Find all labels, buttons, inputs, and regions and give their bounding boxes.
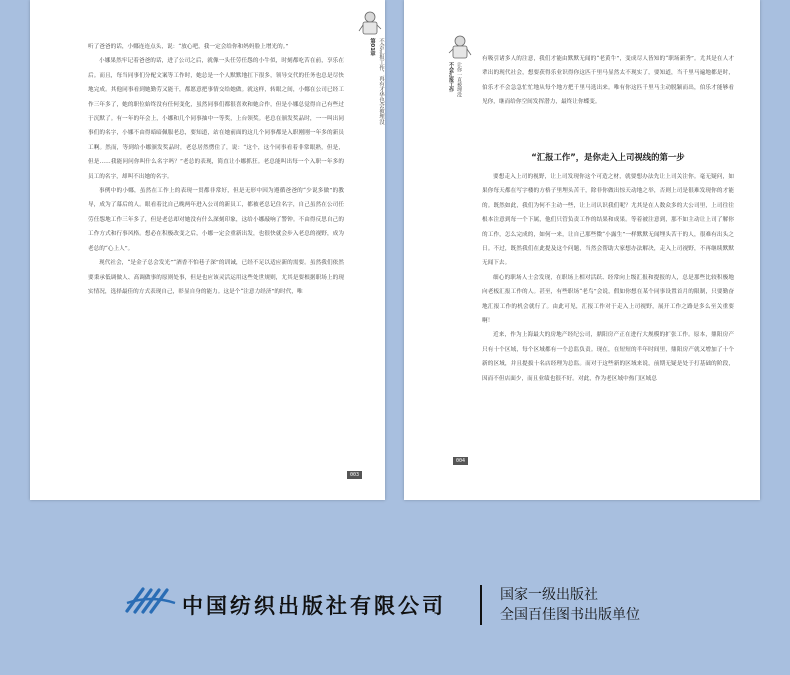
chapter-title: 让你一直被埋没 — [456, 62, 462, 97]
right-page-intro — [482, 52, 734, 134]
left-page — [30, 0, 385, 500]
paragraph: 小娜果然牢记着爸爸的话，进了公司之后，就像一头任劳任怨的小牛似，时刻都吃苦在前，享乐在后。而且，每当同事们分配文案等工作时，她总是一个人默默地扛下很多，领导交代的任务也总是尽快地完成。其他同事看到她勤劳又能干，都愿意把事情交给她做。就这样，转眼之间，小娜在公司已经工作三年多了，她的职位始终没有任何变化，虽然同事们都很喜欢和她合作，但是小娜总觉得自己有些过于沉默了。有一年的年会上，小娜和几个同事抽中一等奖，上台领奖。老总在颁发奖品时，一一叫出同事们的名字，小娜不由得暗暗佩服老总，要知道，站在她前面的这几个同事都是入职刚刚一年多的新员工啊。然而，等到给小娜颁发奖品时，老总居然愣住了，说：“这个，这个同事看着非常眼熟，但是，但是……我能问问你叫什么名字吗？”老总的表现，简直让小娜抓狂。老总能叫出每一个入职一年多的员工的名字，却叫不出她的名字。 — [88, 58, 344, 180]
publisher-tagline: 国家一级出版社 — [500, 587, 598, 603]
paragraph: 听了爸爸的话，小娜连连点头，说：“放心吧，我一定会给你和妈妈脸上增光的。” — [88, 44, 289, 50]
chapter-title: 不会汇报工作，再有才华也会被埋没 — [378, 38, 384, 125]
paragraph: 事例中的小娜，虽然在工作上的表现一贯都非常好，但是无形中因为遵循爸爸的“少说多做”的教导，成为了幕后的人。眼看着比自己晚两年进入公司的新员工，都被老总记住名字，自己虽然在公司任劳任怨地工作三年多了，但是老总却对她没有什么深刻印象，这给小娜敲响了警钟。不由得反思自己的工作方式和行事风格。想必在积极改变之后，小娜一定会重新出发，也很快就会步入老总的视野，成为老总的“心上人”。 — [88, 188, 344, 252]
paragraph: 近来，作为上海最大的房地产经纪公司，鼎阳房产正在进行大规模的扩张工作。原本，鼎阳房产只有十个区域，每个区域都有一个总监负责。现在，在短短的半年时间里，鼎阳房产就又增加了十个新的区域，并且提拔十名店经理为总监。而对于这些新的区域来说，前期无疑是处于打基础的阶段，因而不但店面少，而且业绩也很不好。对此，作为老区域中热门区域总 — [482, 332, 734, 382]
figure-ornament-icon — [448, 34, 472, 60]
publisher-logo-icon — [125, 585, 177, 615]
footer-divider — [480, 585, 482, 625]
publisher-name: 中国纺织出版社有限公司 — [182, 593, 446, 618]
right-page-body — [482, 170, 734, 460]
chapter-label: 第01章 — [369, 38, 375, 57]
publisher-footer — [0, 540, 790, 675]
page-number: 003 — [347, 471, 362, 479]
left-page-body — [88, 40, 344, 470]
paragraph: 要想走入上司的视野，让上司发现你这个可造之材，就要想办法先让上司关注你。毫无疑问，如果你每天都在写字楼的方格子里埋头苦干，除非你做出惊天动地之举，否则上司是很难发现你的才能的。既然如此，我们为何不主动一些，让上司认识我们呢？尤其是在人数众多的大公司里，上司往往根本注意到每一个下属，他们只管负责工作的结果和成果。等着被注意到，那不如主动让上司了解你的工作，怎么完成的，如何一来，让自己那些微“小露生”一样默默无闻埋头苦干的人，很难有出头之日。不过，既然我们在此提及这个问题，当然会帮助大家想办法解决，走入上司视野，不再继续默默无闻下去。 — [482, 174, 734, 267]
chapter-label: 不会汇报工作 — [448, 62, 454, 92]
figure-ornament-icon — [358, 10, 382, 36]
paragraph: 现代社会，“是金子总会发光”“酒香不怕巷子深”的训诫，已经不足以适应新的需要。虽然我们依然要秉承低调做人、高调做事的原则处事，但是也应该灵活运用这些处世规则，尤其是要根据职场上的现实情况，选择最佳的方式表现自己，彰显自身的能力。这是个“注意力经济”的时代，唯 — [88, 260, 344, 295]
paragraph: 有吸引诸多人的注意，我们才能由默默无闻的“老黄牛”，变成尽人皆知的“职场新秀”。尤其是在人才辈出的现代社会，想要获得乐业识得你这匹千里马显然太不现实了，要知道，当千里马遍地都是时，伯乐才不会急急忙忙地从每个地方把千里马选出来。唯有你这匹千里马主动脱颖而出，伯乐才能够看见你，继而给你空间发挥潜力，最终让你蝶变。 — [482, 56, 734, 106]
section-heading: “汇报工作”，是你走入上司视线的第一步 — [531, 152, 685, 162]
paragraph: 细心的职场人士会发现，在职场上相对活跃、经常向上级汇报和提报的人，总是那些比较积极地向老板汇报工作的人。甚至，有些职场“老鸟”会说，假如你想在某个同事设置首月的限制，只要勤奋地汇报工作的机会就行了。由此可见，汇报工作对于走入上司视野，展开工作之路是多么至关重要啊！ — [482, 274, 734, 325]
right-page — [404, 0, 760, 500]
publisher-tagline: 全国百佳图书出版单位 — [500, 607, 640, 623]
page-number: 004 — [453, 457, 468, 465]
